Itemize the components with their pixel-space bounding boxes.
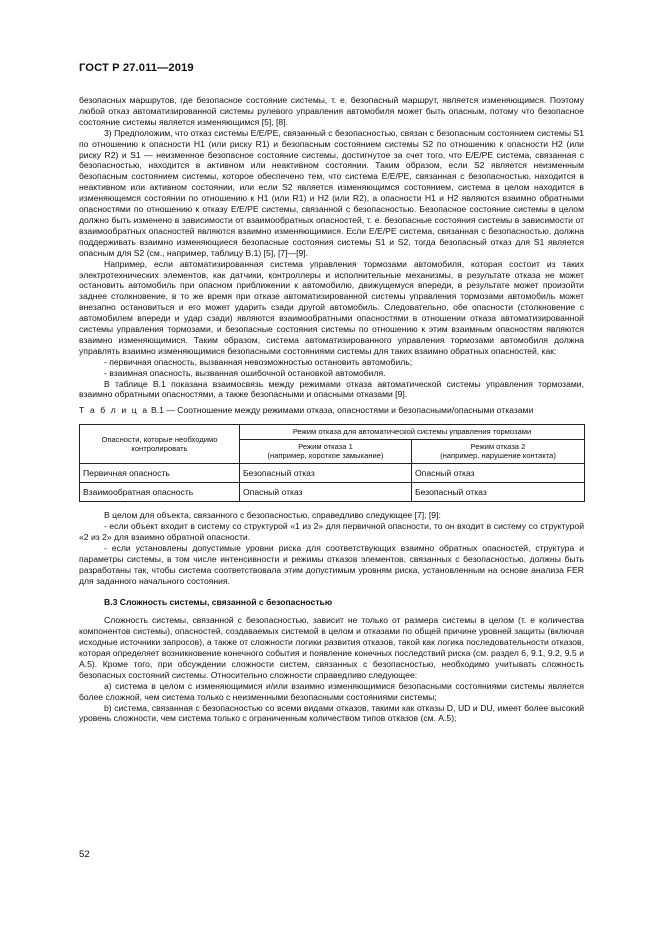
table-cell: Опасный отказ bbox=[412, 464, 585, 483]
list-item: - если установлены допустимые уровни риска для соответствующих взаимно обратных опасностей, структура и параметры системы, в том числе интенсивности и режимы отказов элементов, связанных с безопасностью, должны быть разработаны так, чтобы система соответствовала этим допустимым уровням риска, установленным на основе анализа FER для заданного начального состояния. bbox=[79, 542, 584, 586]
list-item: - взаимная опасность, вызванная ошибочной остановкой автомобиля. bbox=[104, 367, 386, 378]
table-header-hazards: Опасности, которые необходимо контролировать bbox=[80, 425, 240, 464]
paragraph: В таблице В.1 показана взаимосвязь между режимами отказа автоматической системы управления тормозами, взаимно обратными опасностями, а также безопасными и опасными отказами [9]. bbox=[79, 378, 584, 400]
paragraph: Сложность системы, связанной с безопасностью, зависит не только от размера системы в целом (т. е количества компонентов системы), опасностей, создаваемых системой в целом и отказами по общей причине уровней защиты (включая исходные источники запросов), а также от сложности логики развития отказов, такой как логика последовательности отказов, которая определяет возникновение конечного события и появление конечных последствий риска (см. раздел 6, 9.1, 9.2, 9.5 и А.5). Кроме того, при обсуждении сложности систем, связанных с безопасностью, необходимо учитывать сложность безопасных состояний системы. Относительно сложности справедливо следующее: bbox=[79, 615, 584, 680]
table-row bbox=[80, 483, 585, 502]
table-cell: Взаимообратная опасность bbox=[80, 483, 240, 502]
table-header-group: Режим отказа для автоматической системы управления тормозами bbox=[240, 425, 585, 440]
table-cell: Опасный отказ bbox=[240, 483, 412, 502]
page-number: 52 bbox=[79, 849, 90, 860]
table-caption-text: В.1 — Соотношение между режимами отказа, опасностями и безопасными/опасными отказами bbox=[148, 405, 534, 416]
mode1-example: (например, короткое замыкание) bbox=[267, 451, 384, 461]
table-header-mode1 bbox=[240, 439, 412, 463]
list-item: - если объект входит в систему со структурой «1 из 2» для первичной опасности, то он входит в систему со структурой «2 из 2» для взаимно обратной опасности. bbox=[79, 520, 584, 542]
paragraph: 3) Предположим, что отказ системы E/E/PE, связанный с безопасностью, связан с безопасным состоянием системы S1 по отношению к опасности H1 (или риску R1) и безопасным состоянием системы S2 по отношению к опасности H2 (или риску R2) и S1 — неизменное безопасное состояние системы, достигнутое за счет того, что E/E/PE система, связанная с безопасностью, находится в активном или неактивном состоянии. Таким образом, если S2 является неизменным безопасным состоянием системы, которое обеспечено тем, что система E/E/PE, связанная с безопасностью, находится в неактивном или активном состоянии, или если S2 является изменяющимся состоянием, система в целом находится в изменяющемся состоянии по отношению к H1 (или R1) и H2 (или R2), а опасности H1 и H2 являются взаимно обратными опасностями по отношению к отказу E/E/PE системы, связанной с безопасностью. Безопасное состояние системы в целом должно быть изменено в зависимости от взаимообратных опасностей, т. е. безопасные состояния системы в зависимости от взаимообратных опасностей являются взаимно изменяющимися. Если E/E/PE система, связанная с безопасностью, должна поддерживать взаимно изменяющиеся безопасные состояния системы S1 и S2, тогда безопасный отказ для S1 является опасным для S2 (см., например, таблицу В.1) [5], [7]—[9]. bbox=[79, 127, 584, 258]
paragraph: безопасных маршрутов, где безопасное состояние системы, т. е. безопасный маршрут, является изменяющимся. Поэтому любой отказ автоматизированной системы рулевого управления автомобиля может быть опасным, потому что безопасное состояние системы является изменяющимся [5], [8]. bbox=[79, 95, 584, 127]
mode1-title: Режим отказа 1 bbox=[298, 441, 353, 451]
paragraph: Например, если автоматизированная система управления тормозами автомобиля, которая состоит из таких электротехнических элементов, как датчики, контроллеры и исполнительные механизмы, в результате отказа не может остановить автомобиль при опасном приближении к автомобилю, движущемуся впереди, в результате может произойти заднее столкновение, в то же время при отказе автоматизированной системы управления тормозами автомобиль может внезапно остановиться и его может ударить сзади другой автомобиль. Следовательно, обе опасности (столкновение с автомобилем впереди и удар сзади) являются взаимообратными опасностями в отношении отказа автоматизированной системы управления тормозами, и безопасные состояния системы по отношению к этим взаимным опасностям являются взаимно изменяющимися. Таким образом, система автоматизированного управления тормозами автомобиля должна управлять взаимно изменяющимися безопасными состояниями системы для таких взаимно обратных опасностей, как: bbox=[79, 258, 584, 356]
failure-mode-table bbox=[79, 424, 585, 502]
mode2-title: Режим отказа 2 bbox=[470, 441, 526, 451]
table-header-mode2 bbox=[412, 439, 585, 463]
table-caption bbox=[79, 405, 584, 416]
document-header: ГОСТ Р 27.011—2019 bbox=[79, 62, 194, 74]
table-cell: Безопасный отказ bbox=[240, 464, 412, 483]
list-item: - первичная опасность, вызванная невозможностью остановить автомобиль; bbox=[104, 356, 413, 367]
list-item: а) система в целом с изменяющимися и/или взаимно изменяющимися безопасными состояниями системы является более сложной, чем система только с неизменными безопасными состояниями системы; bbox=[79, 680, 584, 702]
section-heading: В.3 Сложность системы, связанной с безопасностью bbox=[104, 597, 333, 608]
table-cell: Безопасный отказ bbox=[412, 483, 585, 502]
list-item: b) система, связанная с безопасностью со всеми видами отказов, такими как отказы D, UD и DU, имеет более высокий уровень сложности, чем система только с ограниченным количеством типов отказов (см. А.5); bbox=[79, 702, 584, 724]
table-cell: Первичная опасность bbox=[80, 464, 240, 483]
paragraph: В целом для объекта, связанного с безопасностью, справедливо следующее [7], [9]: bbox=[104, 510, 441, 521]
table-caption-label: Т а б л и ц а bbox=[79, 405, 149, 416]
mode2-example: (например, нарушение контакта) bbox=[440, 451, 556, 461]
table-row bbox=[80, 464, 585, 483]
page-content bbox=[79, 95, 584, 724]
